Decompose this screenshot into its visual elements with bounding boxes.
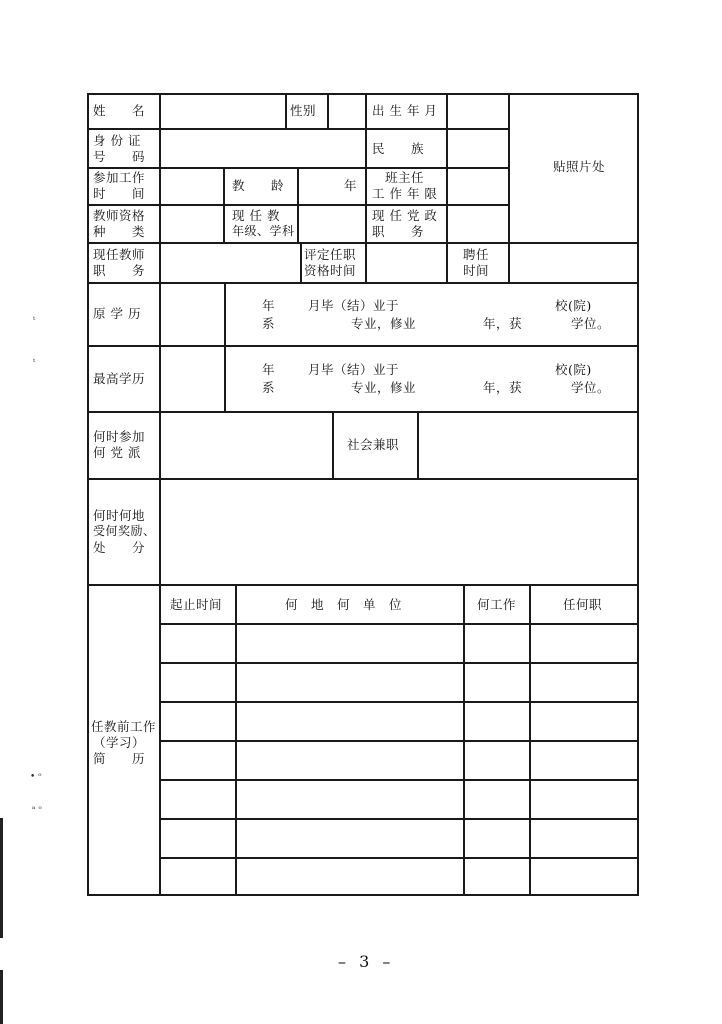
teacher-title-label: 现任教师	[93, 247, 146, 262]
cell-divider	[297, 167, 299, 242]
page-number: – 3 –	[338, 952, 395, 971]
cell-divider	[332, 411, 334, 478]
cell-divider	[300, 242, 302, 282]
resume-row-divider	[159, 623, 639, 625]
resume-column-period: 起止时间	[170, 597, 223, 612]
resume-label-2: （学习）	[93, 735, 146, 750]
form-border-left	[87, 93, 89, 896]
cell-divider	[529, 584, 531, 894]
birth-date-label: 出 生 年 月	[372, 103, 438, 118]
teaching-years-unit: 年	[344, 178, 358, 193]
original-education-school: 校(院)	[555, 298, 592, 313]
resume-column-place-unit: 何 地 何 单 位	[285, 597, 403, 612]
row-divider	[87, 411, 639, 413]
original-education-graduated: 月毕（结）业于	[308, 298, 400, 313]
resume-row-divider	[159, 740, 639, 742]
cell-divider	[417, 411, 419, 478]
cell-divider	[508, 242, 510, 282]
original-education-label: 原 学 历	[93, 306, 141, 321]
resume-column-job: 何工作	[477, 597, 517, 612]
resume-row-divider	[159, 857, 639, 859]
cell-divider	[235, 584, 237, 894]
highest-education-graduated: 月毕（结）业于	[308, 362, 400, 377]
head-teacher-years-label: 班主任	[385, 170, 425, 185]
highest-education-label: 最高学历	[93, 371, 146, 386]
highest-education-school: 校(院)	[555, 362, 592, 377]
cell-divider	[327, 93, 329, 128]
original-education-year: 年	[262, 298, 276, 313]
appointment-date-label: 聘任	[463, 247, 490, 262]
id-number-label: 身 份 证	[93, 133, 141, 148]
form-border-top	[87, 93, 639, 95]
highest-education-degree: 学位。	[571, 380, 611, 395]
original-education-major: 专业，修业	[351, 316, 417, 331]
political-position-label-2: 职 务	[372, 224, 425, 239]
row-divider	[87, 345, 639, 347]
row-divider	[87, 242, 639, 244]
id-number-label-2: 号 码	[93, 149, 146, 164]
resume-label-3: 简 历	[93, 751, 146, 766]
resume-row-divider	[159, 818, 639, 820]
qualification-type-label-2: 种 类	[93, 224, 146, 239]
row-divider	[87, 128, 508, 130]
highest-education-major: 专业，修业	[351, 380, 417, 395]
cell-divider	[463, 584, 465, 894]
scan-speck: ᵗ	[33, 358, 36, 368]
highest-education-year: 年	[262, 362, 276, 377]
qualification-date-label: 评定任职	[304, 247, 357, 262]
cell-divider	[224, 282, 226, 411]
party-join-label: 何时参加	[93, 429, 146, 444]
awards-label-2: 受何奖励、	[93, 524, 156, 538]
resume-column-position: 任何职	[563, 597, 603, 612]
cell-divider	[446, 242, 448, 282]
resume-row-divider	[159, 662, 639, 664]
photo-cell-divider	[508, 93, 510, 242]
row-divider	[87, 282, 639, 284]
original-education-years: 年，获	[483, 316, 523, 331]
grade-subject-label: 现 任 教	[232, 208, 280, 223]
awards-label: 何时何地	[93, 508, 146, 523]
resume-label: 任教前工作	[91, 719, 157, 734]
scan-speck: • ᵒ	[30, 772, 42, 782]
work-start-label-2: 时 间	[93, 186, 146, 201]
qualification-type-label: 教师资格	[93, 208, 146, 223]
resume-row-divider	[159, 701, 639, 703]
qualification-date-label-2: 资格时间	[304, 263, 357, 278]
work-start-label: 参加工作	[93, 170, 146, 185]
scan-edge-bar	[0, 970, 3, 1024]
social-positions-label: 社会兼职	[347, 437, 400, 452]
resume-row-divider	[159, 779, 639, 781]
highest-education-department: 系	[262, 380, 276, 395]
grade-subject-label-2: 年级、学科	[232, 224, 295, 238]
form-border-right	[637, 93, 639, 896]
form-border-bottom	[87, 894, 639, 896]
gender-label: 性别	[290, 103, 317, 118]
appointment-date-label-2: 时间	[463, 263, 490, 278]
ethnicity-label: 民 族	[372, 141, 425, 156]
row-divider	[87, 584, 639, 586]
scan-edge-bar	[0, 818, 3, 938]
label-column-divider	[159, 93, 161, 894]
teacher-registration-form	[87, 93, 639, 896]
awards-label-3: 处 分	[93, 540, 146, 555]
scan-speck: ᵗ	[33, 316, 36, 326]
head-teacher-years-label-2: 工 作 年 限	[372, 186, 438, 201]
original-education-degree: 学位。	[571, 316, 611, 331]
teacher-title-label-2: 职 务	[93, 263, 146, 278]
party-join-label-2: 何 党 派	[93, 445, 141, 460]
row-divider	[87, 478, 639, 480]
highest-education-years: 年，获	[483, 380, 523, 395]
cell-divider	[446, 93, 448, 242]
teaching-years-label: 教 龄	[232, 178, 285, 193]
political-position-label: 现 任 党 政	[372, 208, 438, 223]
name-label: 姓 名	[93, 103, 146, 118]
original-education-department: 系	[262, 316, 276, 331]
scan-speck: ᵃ ᵒ	[32, 805, 42, 815]
cell-divider	[365, 242, 367, 282]
photo-placeholder-label: 贴照片处	[553, 159, 606, 174]
cell-divider	[285, 93, 287, 128]
cell-divider	[365, 93, 367, 242]
cell-divider	[223, 167, 225, 242]
